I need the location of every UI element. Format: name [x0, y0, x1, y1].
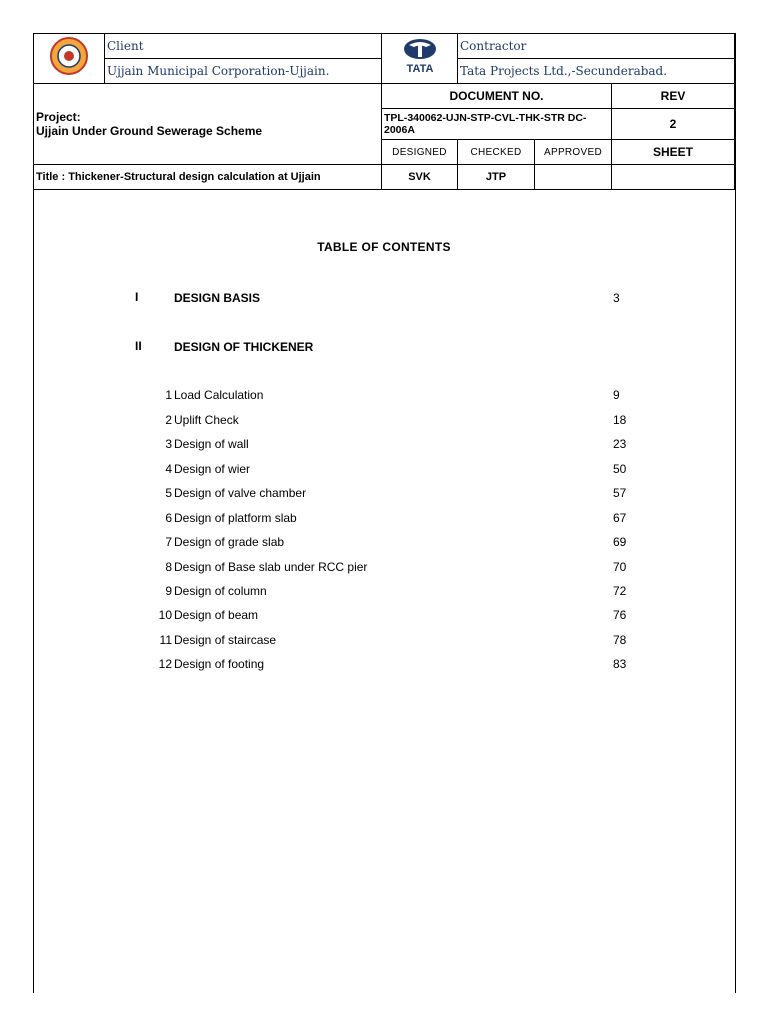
rev-label: REV [612, 84, 735, 109]
toc-item-number: 7 [165, 535, 172, 549]
toc-item-label: Design of column [174, 584, 267, 598]
revision-value: 2 [612, 109, 735, 140]
approved-by [535, 165, 612, 190]
svg-text:TATA: TATA [406, 63, 433, 75]
toc-item-label: Design of Base slab under RCC pier [174, 560, 368, 574]
contractor-logo [382, 34, 458, 84]
designed-by: SVK [382, 165, 458, 190]
toc-item-number: 2 [165, 413, 172, 427]
toc-item-label: Design of wier [174, 462, 251, 476]
client-label: Client [105, 34, 382, 59]
section-numeral: II [135, 339, 142, 353]
toc-item-label: Uplift Check [174, 413, 239, 427]
client-logo [34, 34, 105, 84]
checked-label: CHECKED [458, 140, 535, 165]
project-name: Ujjain Under Ground Sewerage Scheme [36, 124, 263, 138]
toc-item-page: 78 [613, 633, 627, 647]
toc-item-page: 69 [613, 535, 627, 549]
document-title: Title : Thickener-Structural design calculation at Ujjain [34, 165, 382, 190]
toc-item-number: 8 [165, 560, 172, 574]
project-label: Project: [36, 110, 81, 124]
checked-by: JTP [458, 165, 535, 190]
toc-item-page: 72 [613, 584, 627, 598]
toc-item-label: Design of grade slab [174, 535, 285, 549]
section-page: 3 [613, 291, 620, 305]
toc-item-number: 6 [165, 511, 172, 525]
section-title: DESIGN BASIS [174, 291, 261, 305]
toc-item-page: 9 [613, 388, 620, 402]
tata-logo-icon [399, 37, 441, 75]
toc-item-page: 23 [613, 437, 627, 451]
toc-item-label: Load Calculation [174, 388, 264, 402]
toc-item-label: Design of valve chamber [174, 486, 307, 500]
toc-item-page: 50 [613, 462, 627, 476]
toc-item-number: 10 [158, 608, 172, 622]
section-title: DESIGN OF THICKENER [174, 340, 314, 354]
toc-item-number: 4 [165, 462, 172, 476]
sheet-value [612, 165, 735, 190]
contractor-label: Contractor [458, 34, 735, 59]
client-name: Ujjain Municipal Corporation-Ujjain. [105, 59, 382, 84]
toc-item-label: Design of platform slab [174, 511, 297, 525]
toc-item-number: 1 [165, 388, 172, 402]
toc-item-page: 70 [613, 560, 627, 574]
toc-item-number: 12 [158, 657, 172, 671]
toc-item-number: 5 [165, 486, 172, 500]
toc-item-number: 11 [159, 633, 172, 647]
toc-item-label: Design of footing [174, 657, 265, 671]
title-block [33, 33, 735, 190]
project-cell [34, 84, 382, 165]
toc-item-page: 76 [613, 608, 627, 622]
designed-label: DESIGNED [382, 140, 458, 165]
document-number: TPL-340062-UJN-STP-CVL-THK-STR DC-2006A [382, 109, 612, 140]
toc-item-label: Design of beam [174, 608, 259, 622]
toc-item-page: 18 [613, 413, 627, 427]
toc-item-page: 67 [613, 511, 627, 525]
toc-item-page: 57 [613, 486, 627, 500]
toc-heading: TABLE OF CONTENTS [317, 240, 451, 254]
toc-item-page: 83 [613, 657, 627, 671]
toc-item-number: 3 [165, 437, 172, 451]
toc-item-number: 9 [165, 584, 172, 598]
document-no-label: DOCUMENT NO. [382, 84, 612, 109]
toc-item-label: Design of wall [174, 437, 249, 451]
contractor-name: Tata Projects Ltd.,-Secunderabad. [458, 59, 735, 84]
approved-label: APPROVED [535, 140, 612, 165]
client-emblem-icon [49, 36, 89, 76]
toc-item-label: Design of staircase [174, 633, 277, 647]
sheet-label: SHEET [612, 140, 735, 165]
section-numeral: I [135, 290, 139, 304]
